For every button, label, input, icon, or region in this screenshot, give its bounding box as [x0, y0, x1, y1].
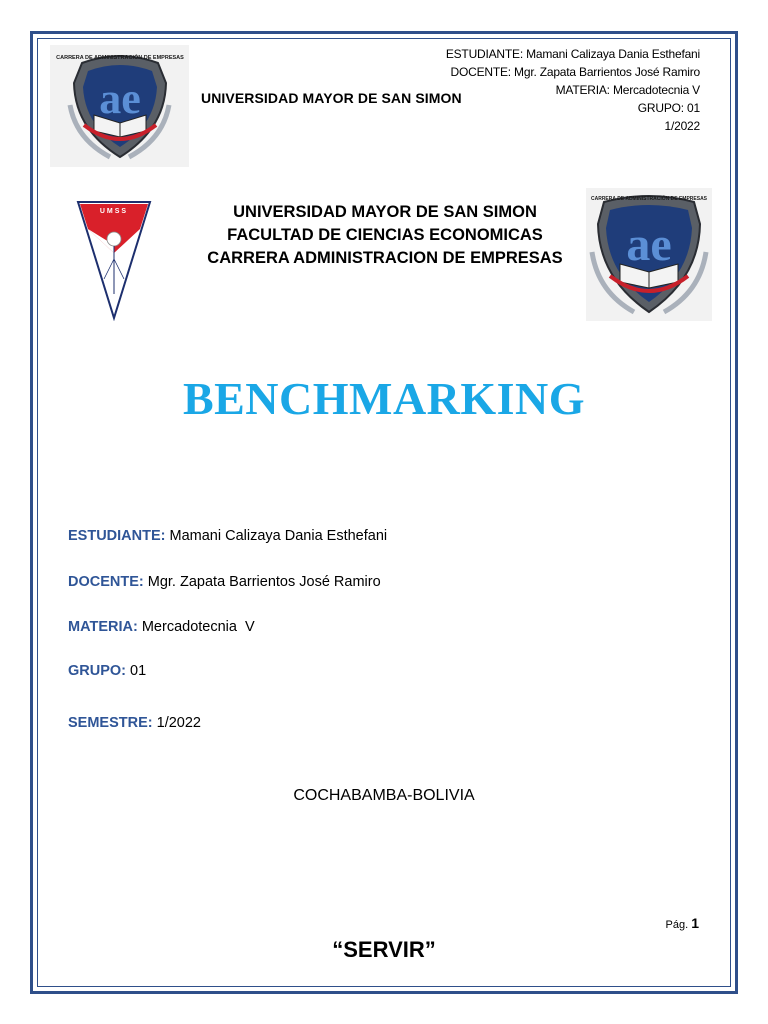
- grupo-value: 01: [130, 663, 147, 679]
- title-line-university: UNIVERSIDAD MAYOR DE SAN SIMON: [233, 203, 537, 221]
- page-number: [666, 915, 700, 931]
- header-logo-ae: [50, 45, 189, 167]
- estudiante-value: Mamani Calizaya Dania Esthefani: [169, 528, 388, 544]
- header-university: UNIVERSIDAD MAYOR DE SAN SIMON: [201, 90, 462, 106]
- info-grupo: [68, 663, 146, 679]
- grupo-label: GRUPO:: [68, 663, 126, 679]
- motto: “SERVIR”: [332, 937, 436, 962]
- estudiante-label: ESTUDIANTE:: [68, 528, 166, 544]
- svg-text:ae: ae: [626, 218, 672, 271]
- info-docente: [68, 574, 381, 590]
- header-docente: DOCENTE: Mgr. Zapata Barrientos José Ramiro: [450, 65, 700, 79]
- header-info: [446, 45, 700, 135]
- institution-title-block: [150, 201, 620, 270]
- umss-shield-logo: [74, 199, 154, 321]
- title-line-faculty: FACULTAD DE CIENCIAS ECONOMICAS: [227, 226, 543, 244]
- semestre-label: SEMESTRE:: [68, 715, 153, 731]
- header-semestre: 1/2022: [664, 119, 700, 133]
- semestre-value: 1/2022: [156, 715, 201, 731]
- docente-value: Mgr. Zapata Barrientos José Ramiro: [147, 574, 381, 590]
- header-grupo: GRUPO: 01: [637, 101, 700, 115]
- materia-label: MATERIA:: [68, 619, 138, 635]
- info-semestre: [68, 715, 201, 731]
- document-title: BENCHMARKING: [182, 373, 586, 424]
- page-border-inner: [37, 38, 731, 987]
- header-estudiante: ESTUDIANTE: Mamani Calizaya Dania Esthefani: [445, 47, 700, 61]
- header-materia: MATERIA: Mercadotecnia V: [555, 83, 700, 97]
- logo-text: CARRERA DE ADMINISTRACIÓN DE EMPRESAS: [56, 55, 184, 61]
- shield-text: UMSS: [99, 208, 129, 215]
- right-logo-text: CARRERA DE ADMINISTRACIÓN DE EMPRESAS: [590, 196, 708, 202]
- title-line-career: CARRERA ADMINISTRACION DE EMPRESAS: [207, 249, 563, 267]
- materia-value: Mercadotecnia V: [141, 619, 255, 635]
- svg-text:ae: ae: [99, 74, 141, 123]
- page-label: Pág.: [665, 919, 689, 931]
- info-estudiante: [68, 528, 387, 544]
- right-logo-ae: [586, 188, 712, 321]
- info-materia: [68, 619, 255, 635]
- page-number-value: 1: [691, 915, 699, 931]
- city-country: COCHABAMBA-BOLIVIA: [293, 787, 475, 804]
- docente-label: DOCENTE:: [68, 574, 144, 590]
